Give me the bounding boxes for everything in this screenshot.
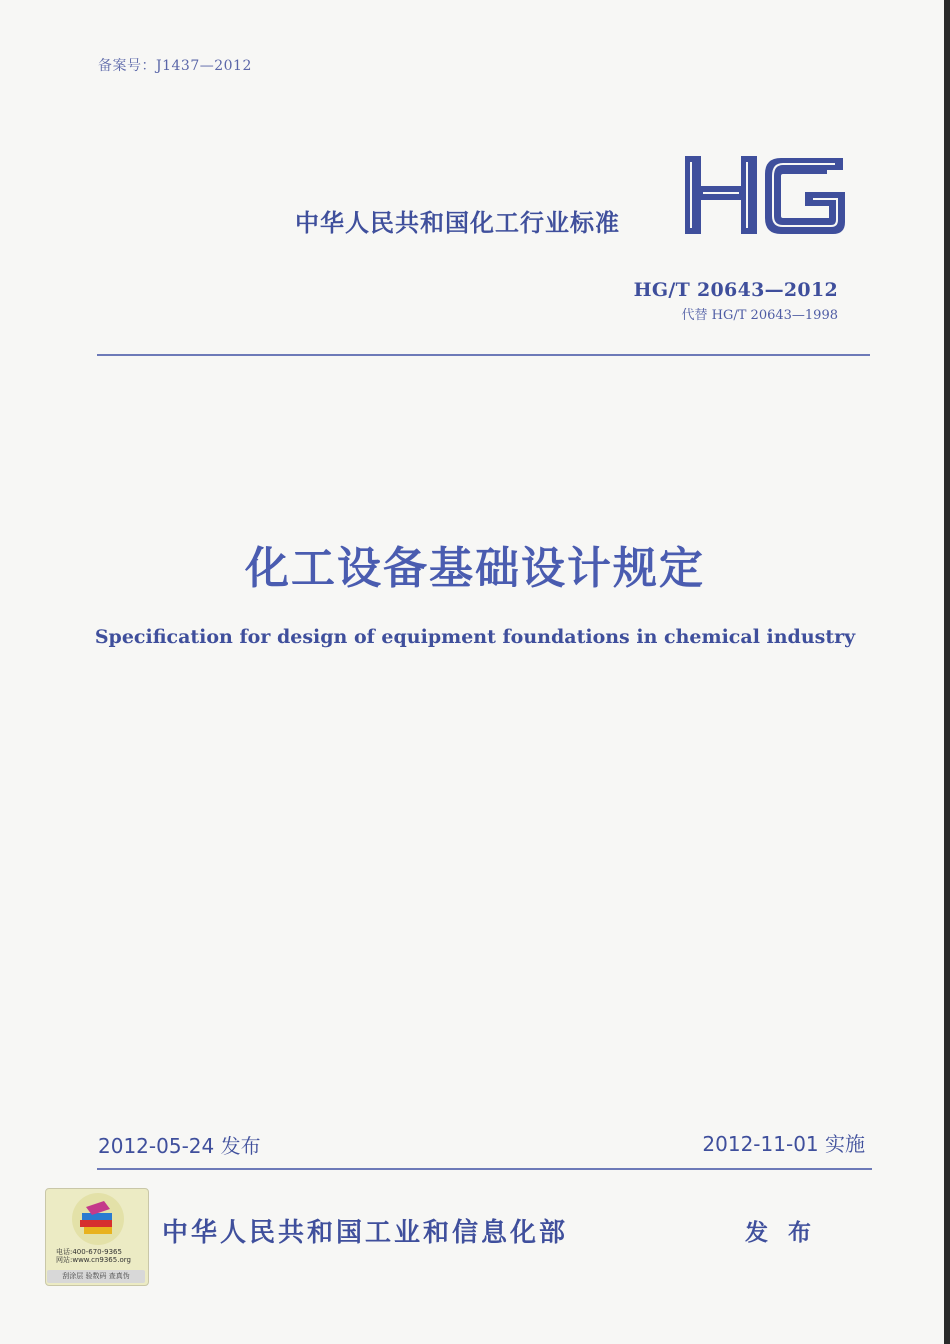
book-stack-icon (46, 1189, 148, 1249)
sticker-scratch-bar: 刮涂层 验数码 查真伪 (47, 1270, 145, 1283)
standard-code: HG/T 20643—2012 (633, 279, 838, 301)
implementation-date: 2012-11-01 实施 (702, 1132, 865, 1156)
divider-top (97, 354, 870, 356)
issuing-ministry: 中华人民共和国工业和信息化部 (162, 1218, 569, 1248)
replaces-note: 代替 HG/T 20643—1998 (681, 308, 838, 323)
sticker-website: 网站:www.cn9365.org (56, 1256, 131, 1264)
publish-label: 发 布 (745, 1220, 818, 1246)
scan-edge (944, 0, 950, 1344)
issue-date: 2012-05-24 发布 (98, 1134, 261, 1158)
title-english: Specification for design of equipment foundations in chemical industry (94, 626, 856, 648)
title-chinese: 化工设备基础设计规定 (245, 543, 705, 594)
divider-bottom (97, 1168, 872, 1170)
standard-category: 中华人民共和国化工行业标准 (295, 209, 620, 237)
sticker-phone: 电话:400-670-9365 (56, 1248, 122, 1256)
hg-logo (683, 152, 851, 238)
anti-counterfeit-sticker (45, 1188, 149, 1286)
record-number: 备案号：J1437—2012 (98, 58, 252, 74)
